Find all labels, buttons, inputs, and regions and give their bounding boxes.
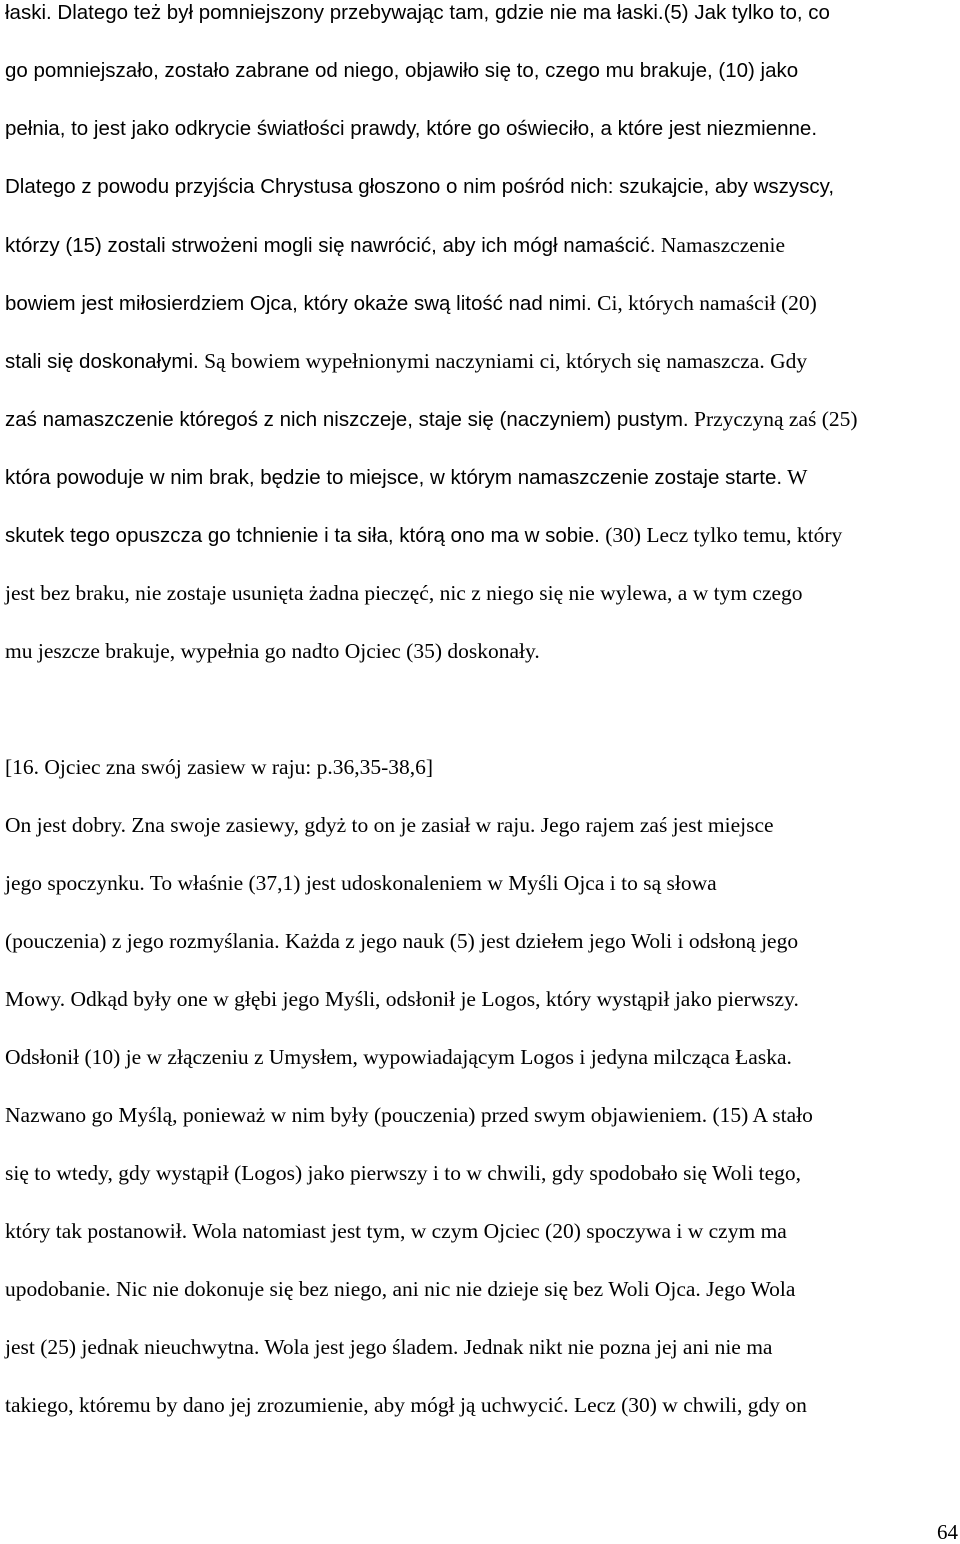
- text-line: takiego, któremu by dano jej zrozumienie, aby mógł ją uchwycić. Lecz (30) w chwili, gdy on: [5, 1393, 807, 1417]
- text-segment: Namaszczenie: [660, 233, 786, 257]
- text-line: upodobanie. Nic nie dokonuje się bez niego, ani nic nie dzieje się bez Woli Ojca. Jego Wola: [5, 1277, 796, 1301]
- text-segment: którzy (15) zostali strwożeni mogli się nawrócić, aby ich mógł namaścić.: [5, 234, 656, 257]
- text-line: pełnia, to jest jako odkrycie światłości prawdy, które go oświeciło, a które jest niezmienne.: [5, 117, 818, 140]
- text-line: który tak postanowił. Wola natomiast jest tym, w czym Ojciec (20) spoczywa i w czym ma: [5, 1219, 787, 1243]
- text-line: Dlatego z powodu przyjścia Chrystusa głoszono o nim pośród nich: szukajcie, aby wszyscy,: [5, 175, 835, 198]
- text-line: go pomniejszało, zostało zabrane od niego, objawiło się to, czego mu brakuje, (10) jako: [5, 59, 799, 82]
- text-line: Mowy. Odkąd były one w głębi jego Myśli, odsłonił je Logos, który wystąpił jako pierwszy.: [5, 987, 799, 1011]
- text-segment: Gdy: [770, 349, 808, 373]
- text-segment: Przyczyną zaś (25): [693, 407, 858, 431]
- text-segment: stali się doskonałymi.: [5, 350, 199, 373]
- text-line: jest bez braku, nie zostaje usunięta żadna pieczęć, nic z niego się nie wylewa, a w tym czego: [5, 581, 803, 605]
- text-segment: W: [787, 465, 808, 489]
- text-line: Odsłonił (10) je w złączeniu z Umysłem, wypowiadającym Logos i jedyna milcząca Łaska.: [5, 1045, 792, 1069]
- text-line: mu jeszcze brakuje, wypełnia go nadto Ojciec (35) doskonały.: [5, 639, 540, 663]
- page-number: 64: [937, 1520, 958, 1544]
- section-heading: [16. Ojciec zna swój zasiew w raju: p.36,35-38,6]: [5, 755, 434, 779]
- text-line: On jest dobry. Zna swoje zasiewy, gdyż to on je zasiał w raju. Jego rajem zaś jest miejsce: [5, 813, 774, 837]
- text-line: jest (25) jednak nieuchwytna. Wola jest jego śladem. Jednak nikt nie pozna jej ani nie ma: [5, 1335, 773, 1359]
- text-line: się to wtedy, gdy wystąpił (Logos) jako pierwszy i to w chwili, gdy spodobało się Woli tego,: [5, 1161, 802, 1185]
- text-line: łaski. Dlatego też był pomniejszony przebywając tam, gdzie nie ma łaski.(5) Jak tylko to, co: [5, 1, 830, 24]
- text-line: [5, 464, 807, 491]
- text-line: [5, 348, 807, 375]
- text-segment: zaś namaszczenie któregoś z nich niszczeje, staje się (naczyniem) pustym.: [5, 408, 689, 431]
- text-line: [5, 290, 817, 317]
- text-line: jego spoczynku. To właśnie (37,1) jest udoskonaleniem w Myśli Ojca i to są słowa: [5, 871, 717, 895]
- text-segment: Ci, których namaścił (20): [597, 291, 817, 315]
- text-line: [5, 406, 858, 433]
- text-line: [5, 232, 785, 259]
- text-segment: Są bowiem wypełnionymi naczyniami ci, których się namaszcza.: [204, 349, 765, 373]
- text-line: (pouczenia) z jego rozmyślania. Każda z jego nauk (5) jest dziełem jego Woli i odsłoną jego: [5, 929, 799, 953]
- text-line: Nazwano go Myślą, ponieważ w nim były (pouczenia) przed swym objawieniem. (15) A stało: [5, 1103, 813, 1127]
- text-segment: skutek tego opuszcza go tchnienie i ta siła, którą ono ma w sobie.: [5, 524, 600, 547]
- text-segment: (30) Lecz tylko temu, który: [605, 523, 843, 547]
- text-segment: która powoduje w nim brak, będzie to miejsce, w którym namaszczenie zostaje starte.: [5, 466, 783, 489]
- text-line: [5, 522, 842, 549]
- text-segment: bowiem jest miłosierdziem Ojca, który okaże swą litość nad nimi.: [5, 292, 592, 315]
